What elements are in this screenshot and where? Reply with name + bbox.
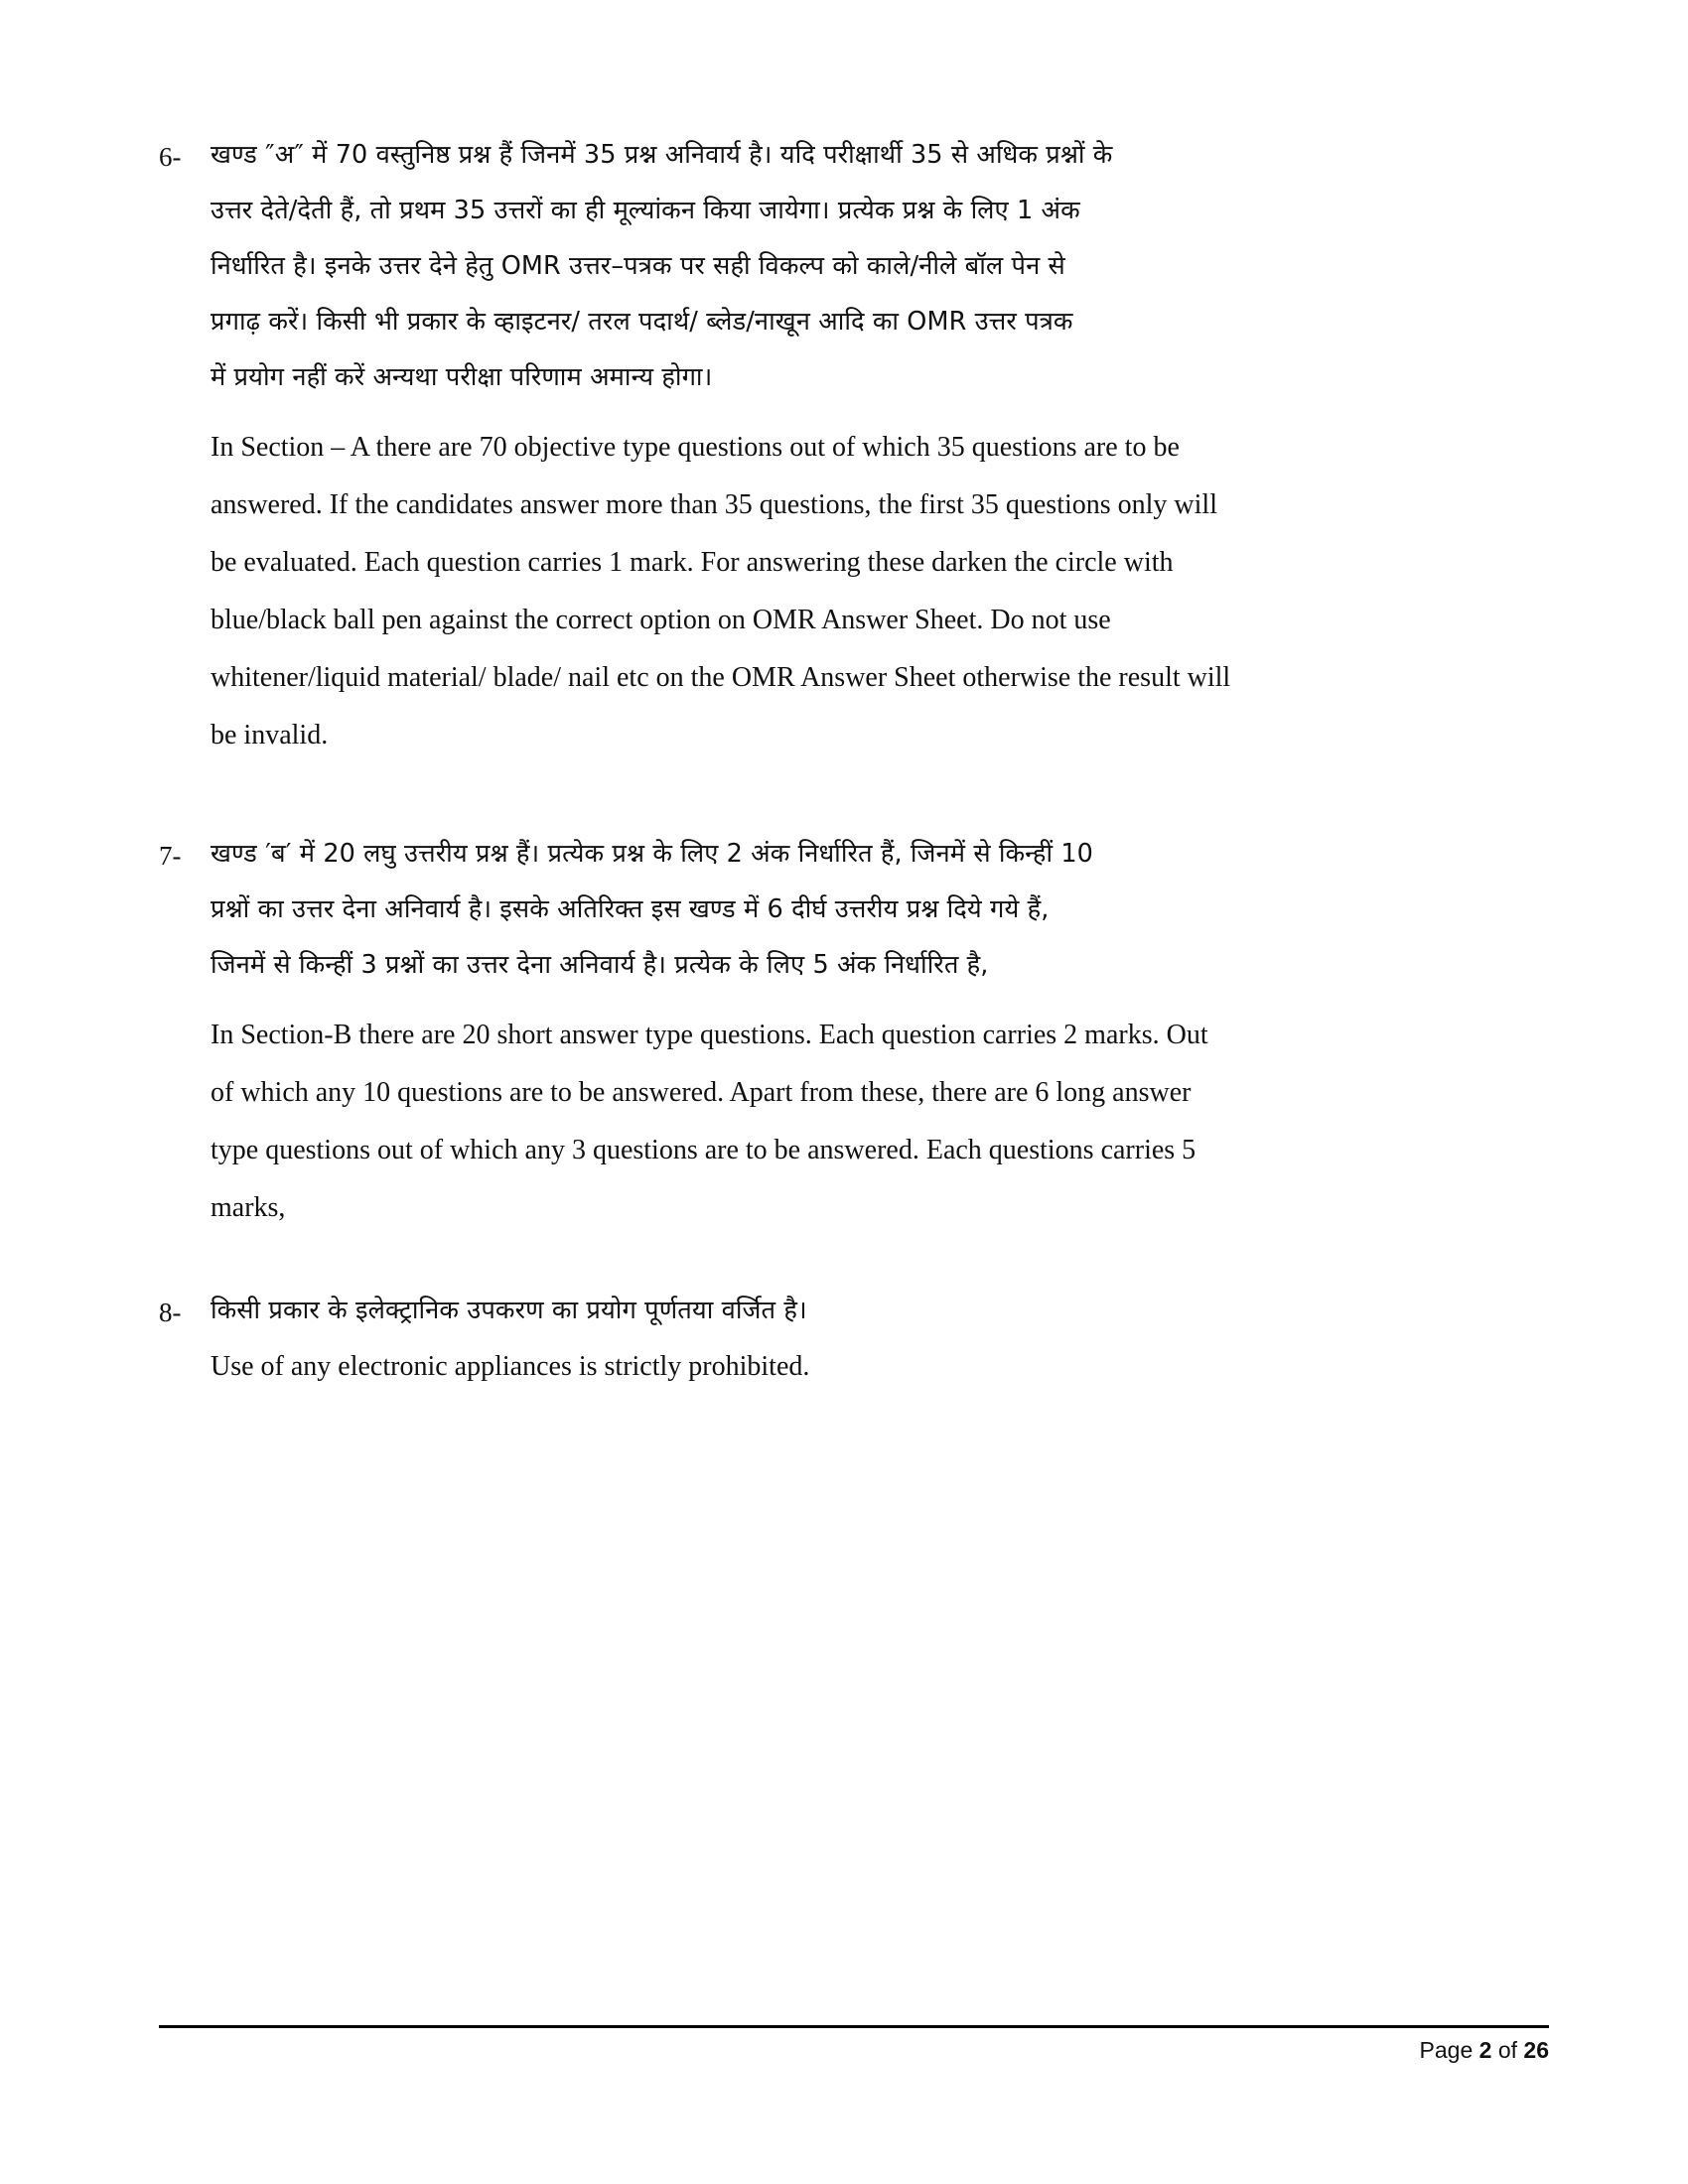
hindi-line: निर्धारित है। इनके उत्तर देने हेतु OMR उत्तर–पत्रक पर सही विकल्प को काले/नीले बॉल पेन से (211, 251, 1065, 281)
instruction-english-text (211, 1007, 1549, 1237)
instruction-english-text (211, 419, 1549, 764)
english-line: type questions out of which any 3 questions are to be answered. Each questions carries 5 (211, 1135, 1196, 1165)
instruction-hindi-text (211, 127, 1549, 405)
hindi-line: उत्तर देते/देती हैं, तो प्रथम 35 उत्तरों का ही मूल्यांकन किया जायेगा। प्रत्येक प्रश्न के लिए 1 अंक (211, 196, 1080, 225)
instruction-hindi-text (211, 1283, 1549, 1338)
english-line: of which any 10 questions are to be answered. Apart from these, there are 6 long answer (211, 1077, 1192, 1108)
instruction-hindi-text (211, 826, 1549, 993)
hindi-line: में प्रयोग नहीं करें अन्यथा परीक्षा परिणाम अमान्य होगा। (211, 362, 713, 392)
english-line: whitener/liquid material/ blade/ nail etc on the OMR Answer Sheet otherwise the result will (211, 662, 1231, 693)
footer-page-current: 2 (1478, 2037, 1492, 2063)
instruction-number: 6- (159, 142, 182, 172)
instruction-english-text (211, 1338, 1549, 1396)
page-footer (159, 2037, 1549, 2064)
spacer (211, 405, 1549, 419)
instruction-item-6 (159, 127, 1549, 764)
hindi-line: जिनमें से किन्हीं 3 प्रश्नों का उत्तर देना अनिवार्य है। प्रत्येक के लिए 5 अंक निर्धारित है, (211, 950, 989, 980)
footer-page-total: 26 (1523, 2037, 1549, 2063)
english-line: answered. If the candidates answer more than 35 questions, the first 35 questions only will (211, 489, 1217, 520)
footer-page-prefix: Page (1419, 2037, 1474, 2063)
english-line: Use of any electronic appliances is strictly prohibited. (211, 1351, 810, 1382)
footer-page-middle: of (1497, 2037, 1518, 2063)
instruction-body (211, 1283, 1549, 1396)
hindi-line: खण्ड ′ब′ में 20 लघु उत्तरीय प्रश्न हैं। प्रत्येक प्रश्न के लिए 2 अंक निर्धारित हैं, जिनमें से किन्हीं 10 (211, 839, 1093, 869)
instruction-item-7 (159, 826, 1549, 1237)
hindi-line: किसी प्रकार के इलेक्ट्रानिक उपकरण का प्रयोग पूर्णतया वर्जित है। (211, 1296, 807, 1325)
instruction-number: 7- (159, 841, 182, 871)
english-line: marks, (211, 1192, 286, 1223)
hindi-line: प्रश्नों का उत्तर देना अनिवार्य है। इसके अतिरिक्त इस खण्ड में 6 दीर्घ उत्तरीय प्रश्न दिये गये हैं, (211, 894, 1050, 924)
english-line: In Section – A there are 70 objective type questions out of which 35 questions are to be (211, 432, 1180, 463)
instruction-body (211, 127, 1549, 764)
english-line: be evaluated. Each question carries 1 mark. For answering these darken the circle with (211, 547, 1174, 578)
english-line: In Section-B there are 20 short answer type questions. Each question carries 2 marks. Out (211, 1020, 1208, 1050)
instruction-body (211, 826, 1549, 1237)
english-line: blue/black ball pen against the correct option on OMR Answer Sheet. Do not use (211, 605, 1111, 635)
instruction-number: 8- (159, 1297, 182, 1327)
page-content (159, 127, 1549, 1396)
hindi-line: प्रगाढ़ करें। किसी भी प्रकार के व्हाइटनर/ तरल पदार्थ/ ब्लेड/नाखून आदि का OMR उत्तर पत्रक (211, 307, 1073, 337)
english-line: be invalid. (211, 720, 329, 751)
hindi-line: खण्ड ″अ″ में 70 वस्तुनिष्ठ प्रश्न हैं जिनमें 35 प्रश्न अनिवार्य है। यदि परीक्षार्थी 35 से अधिक प्रश्नों के (211, 140, 1113, 170)
spacer (159, 1237, 1549, 1283)
spacer (159, 764, 1549, 826)
instruction-item-8 (159, 1283, 1549, 1396)
footer-divider (159, 2025, 1549, 2028)
spacer (211, 993, 1549, 1007)
